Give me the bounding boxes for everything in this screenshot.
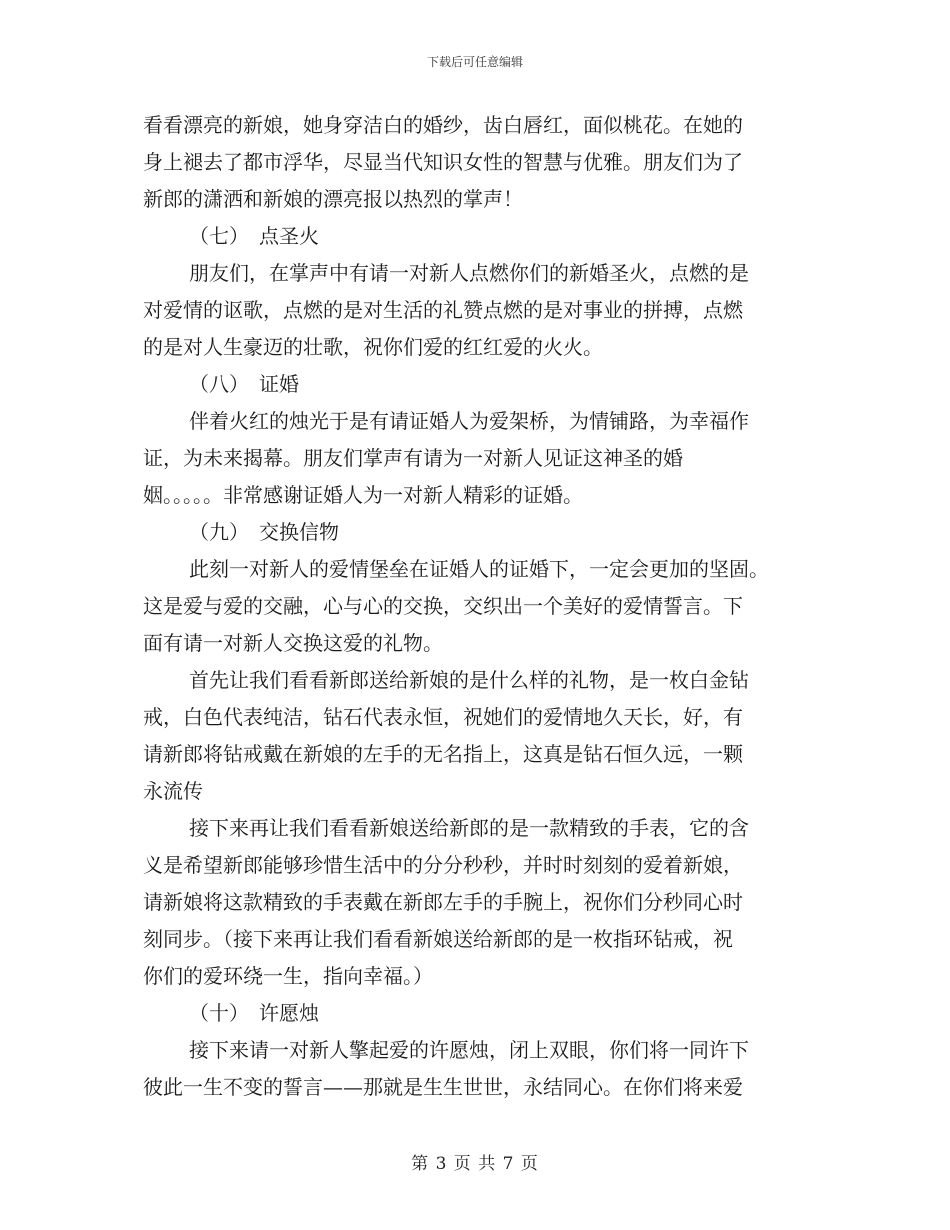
body-line: 看看漂亮的新娘，她身穿洁白的婚纱，齿白唇红，面似桃花。在她的 [143, 113, 743, 137]
document-body [143, 107, 808, 1106]
body-line: 的是对人生豪迈的壮歌，祝你们爱的红红爱的火火。 [143, 335, 603, 359]
body-line: 这是爱与爱的交融，心与心的交换，交织出一个美好的爱情誓言。下 [143, 594, 743, 618]
page-number: 第 3 页 共 7 页 [411, 1154, 539, 1174]
body-line: 对爱情的讴歌，点燃的是对生活的礼赞点燃的是对事业的拼搏，点燃 [143, 298, 743, 322]
page-header-note: 下载后可任意编辑 [426, 55, 523, 69]
body-line: 戒，白色代表纯洁，钻石代表永恒，祝她们的爱情地久天长，好，有 [143, 705, 743, 729]
paragraph-first-line: 朋友们，在掌声中有请一对新人点燃你们的新婚圣火，点燃的是 [189, 261, 749, 285]
body-line: 彼此一生不变的誓言——那就是生生世世，永结同心。在你们将来爱 [143, 1075, 743, 1099]
body-line: 你们的爱环绕一生，指向幸福。） [143, 964, 433, 988]
section-heading-8: （八） 证婚 [189, 372, 299, 396]
section-heading-10: （十） 许愿烛 [189, 1001, 319, 1025]
body-line: 新郎的潇洒和新娘的漂亮报以热烈的掌声！ [143, 187, 523, 211]
body-line: 请新娘将这款精致的手表戴在新郎左手的手腕上，祝你们分秒同心时 [143, 890, 743, 914]
paragraph-first-line: 首先让我们看看新郎送给新娘的是什么样的礼物，是一枚白金钻 [189, 668, 749, 692]
body-line: 姻。。。。。非常感谢证婚人为一对新人精彩的证婚。 [143, 483, 583, 507]
body-line: 永流传 [143, 779, 203, 803]
section-heading-9: （九） 交换信物 [189, 520, 339, 544]
body-line: 证，为未来揭幕。朋友们掌声有请为一对新人见证这神圣的婚 [143, 446, 683, 470]
paragraph-first-line: 此刻一对新人的爱情堡垒在证婚人的证婚下，一定会更加的坚固。 [189, 557, 769, 581]
body-line: 身上褪去了都市浮华，尽显当代知识女性的智慧与优雅。朋友们为了 [143, 150, 743, 174]
body-line: 刻同步。（接下来再让我们看看新娘送给新郎的是一枚指环钻戒，祝 [143, 927, 733, 951]
body-line: 请新郎将钻戒戴在新娘的左手的无名指上，这真是钻石恒久远，一颗 [143, 742, 743, 766]
paragraph-first-line: 接下来请一对新人擎起爱的许愿烛，闭上双眼，你们将一同许下 [189, 1038, 749, 1062]
body-line: 面有请一对新人交换这爱的礼物。 [143, 631, 443, 655]
paragraph-first-line: 伴着火红的烛光于是有请证婚人为爱架桥，为情铺路，为幸福作 [189, 409, 749, 433]
paragraph-first-line: 接下来再让我们看看新娘送给新郎的是一款精致的手表，它的含 [189, 816, 749, 840]
section-heading-7: （七） 点圣火 [189, 224, 319, 248]
body-line: 义是希望新郎能够珍惜生活中的分分秒秒，并时时刻刻的爱着新娘， [143, 853, 743, 877]
